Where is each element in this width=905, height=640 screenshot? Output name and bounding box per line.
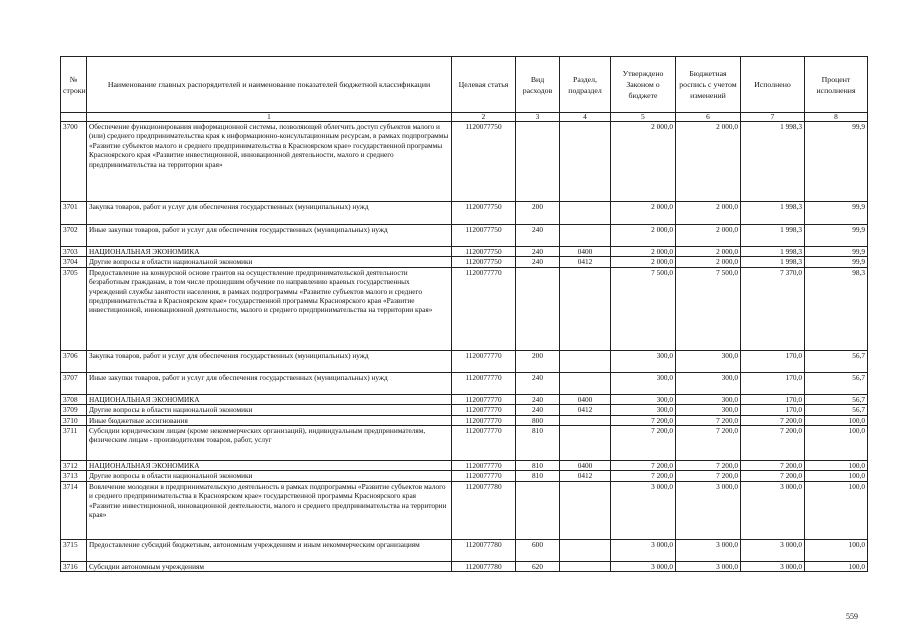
row-name: Иные закупки товаров, работ и услуг для обеспечения государственных (муниципальных) нужд: [87, 372, 452, 394]
approved-amount: 2 000,0: [611, 257, 676, 267]
target-article: 1120077770: [452, 471, 516, 481]
budget-schedule-amount: 2 000,0: [676, 122, 741, 202]
table-row: [61, 539, 868, 561]
table-row: [61, 202, 868, 225]
column-number: 6: [676, 113, 741, 122]
target-article: 1120077780: [452, 481, 516, 539]
row-name: Субсидии юридическим лицам (кроме некоммерческих организаций), индивидуальным предпринимателям, физическим лицам - производителям товаров, работ, услуг: [87, 426, 452, 461]
expense-type: 200: [516, 202, 560, 225]
row-name: НАЦИОНАЛЬНАЯ ЭКОНОМИКА: [87, 394, 452, 404]
executed-amount: 170,0: [741, 405, 805, 415]
executed-amount: 170,0: [741, 372, 805, 394]
column-number: 1: [87, 113, 452, 122]
row-name: Другие вопросы в области национальной экономики: [87, 257, 452, 267]
row-name: НАЦИОНАЛЬНАЯ ЭКОНОМИКА: [87, 461, 452, 471]
row-number: 3706: [61, 350, 87, 372]
row-number: 3711: [61, 426, 87, 461]
target-article: 1120077750: [452, 202, 516, 225]
executed-amount: 7 200,0: [741, 461, 805, 471]
target-article: 1120077750: [452, 225, 516, 247]
executed-amount: 3 000,0: [741, 561, 805, 571]
header-cell: Процент исполнения: [805, 57, 868, 113]
row-name: Иные закупки товаров, работ и услуг для обеспечения государственных (муниципальных) нужд: [87, 225, 452, 247]
row-name: Вовлечение молодежи в предпринимательскую деятельность в рамках подпрограммы «Развитие субъектов малого и среднего предпринимательства в Красноярском крае» государственной программы Красноярского края «Развитие инвестиционной, инновационной деятельности, малого и среднего предпринимательства на территории края»: [87, 481, 452, 539]
table-row: [61, 257, 868, 267]
section-subsection: [560, 539, 611, 561]
row-name: Предоставление субсидий бюджетным, автономным учреждениям и иным некоммерческим организациям: [87, 539, 452, 561]
budget-schedule-amount: 7 200,0: [676, 471, 741, 481]
row-name: Другие вопросы в области национальной экономики: [87, 405, 452, 415]
row-number: 3709: [61, 405, 87, 415]
expense-type: 240: [516, 257, 560, 267]
approved-amount: 3 000,0: [611, 539, 676, 561]
approved-amount: 3 000,0: [611, 481, 676, 539]
budget-schedule-amount: 3 000,0: [676, 539, 741, 561]
approved-amount: 2 000,0: [611, 247, 676, 257]
executed-amount: 7 200,0: [741, 471, 805, 481]
section-subsection: [560, 561, 611, 571]
row-number: 3701: [61, 202, 87, 225]
expense-type: [516, 122, 560, 202]
table-row: [61, 426, 868, 461]
row-name: Субсидии автономным учреждениям: [87, 561, 452, 571]
target-article: 1120077750: [452, 257, 516, 267]
section-subsection: 0400: [560, 394, 611, 404]
executed-amount: 1 998,3: [741, 247, 805, 257]
approved-amount: 7 500,0: [611, 267, 676, 350]
target-article: 1120077770: [452, 426, 516, 461]
table-row: [61, 350, 868, 372]
header-cell: Исполнено: [741, 57, 805, 113]
execution-percent: 99,9: [805, 257, 868, 267]
budget-schedule-amount: 2 000,0: [676, 202, 741, 225]
section-subsection: 0400: [560, 461, 611, 471]
expense-type: 800: [516, 415, 560, 425]
approved-amount: 2 000,0: [611, 202, 676, 225]
table-row: [61, 481, 868, 539]
section-subsection: [560, 122, 611, 202]
expense-type: 240: [516, 405, 560, 415]
executed-amount: 1 998,3: [741, 225, 805, 247]
section-subsection: 0412: [560, 471, 611, 481]
approved-amount: 2 000,0: [611, 122, 676, 202]
section-subsection: 0412: [560, 257, 611, 267]
row-number: 3714: [61, 481, 87, 539]
budget-schedule-amount: 2 000,0: [676, 257, 741, 267]
table-row: [61, 415, 868, 425]
expense-type: 810: [516, 426, 560, 461]
execution-percent: 100,0: [805, 471, 868, 481]
row-name: Обеспечение функционирования информационной системы, позволяющей облегчить доступ субъектов малого и (или) среднего предпринимательства края к информационно-консультационным ресурсам, в рамках подпрограммы «Развитие субъектов малого и среднего предпринимательства в Красноярском крае» государственной программы Красноярского края «Развитие инвестиционной, инновационной деятельности, малого и среднего предпринимательства на территории края»: [87, 122, 452, 202]
execution-percent: 100,0: [805, 481, 868, 539]
table-body: [61, 122, 868, 572]
row-number: 3702: [61, 225, 87, 247]
header-cell: Бюджетная роспись с учетом изменений: [676, 57, 741, 113]
approved-amount: 7 200,0: [611, 415, 676, 425]
budget-schedule-amount: 2 000,0: [676, 225, 741, 247]
target-article: 1120077780: [452, 539, 516, 561]
page-number: 559: [846, 612, 858, 621]
row-number: 3703: [61, 247, 87, 257]
column-number-row: [61, 113, 868, 122]
table-row: [61, 247, 868, 257]
execution-percent: 100,0: [805, 415, 868, 425]
table-row: [61, 267, 868, 350]
column-number: 3: [516, 113, 560, 122]
table-row: [61, 372, 868, 394]
column-number: 7: [741, 113, 805, 122]
row-number: 3708: [61, 394, 87, 404]
executed-amount: 3 000,0: [741, 539, 805, 561]
column-number: [61, 113, 87, 122]
executed-amount: 1 998,3: [741, 257, 805, 267]
executed-amount: 7 370,0: [741, 267, 805, 350]
row-number: 3707: [61, 372, 87, 394]
budget-schedule-amount: 7 200,0: [676, 415, 741, 425]
approved-amount: 2 000,0: [611, 225, 676, 247]
budget-schedule-amount: 3 000,0: [676, 481, 741, 539]
executed-amount: 1 998,3: [741, 202, 805, 225]
approved-amount: 300,0: [611, 394, 676, 404]
budget-schedule-amount: 300,0: [676, 394, 741, 404]
executed-amount: 1 998,3: [741, 122, 805, 202]
budget-schedule-amount: 300,0: [676, 372, 741, 394]
target-article: 1120077770: [452, 267, 516, 350]
expense-type: 810: [516, 471, 560, 481]
section-subsection: [560, 481, 611, 539]
row-name: НАЦИОНАЛЬНАЯ ЭКОНОМИКА: [87, 247, 452, 257]
execution-percent: 100,0: [805, 461, 868, 471]
budget-schedule-amount: 7 500,0: [676, 267, 741, 350]
expense-type: 240: [516, 225, 560, 247]
expense-type: [516, 267, 560, 350]
row-number: 3715: [61, 539, 87, 561]
header-cell: Наименование главных распорядителей и наименование показателей бюджетной классификации: [87, 57, 452, 113]
approved-amount: 300,0: [611, 372, 676, 394]
row-number: 3713: [61, 471, 87, 481]
approved-amount: 3 000,0: [611, 561, 676, 571]
row-number: 3712: [61, 461, 87, 471]
section-subsection: 0412: [560, 405, 611, 415]
approved-amount: 7 200,0: [611, 461, 676, 471]
execution-percent: 98,3: [805, 267, 868, 350]
expense-type: [516, 481, 560, 539]
column-number: 8: [805, 113, 868, 122]
approved-amount: 300,0: [611, 405, 676, 415]
execution-percent: 56,7: [805, 394, 868, 404]
approved-amount: 7 200,0: [611, 426, 676, 461]
target-article: 1120077780: [452, 561, 516, 571]
section-subsection: [560, 372, 611, 394]
budget-execution-table: [60, 56, 868, 572]
header-cell: № строки: [61, 57, 87, 113]
section-subsection: [560, 350, 611, 372]
target-article: 1120077770: [452, 405, 516, 415]
expense-type: 200: [516, 350, 560, 372]
section-subsection: [560, 225, 611, 247]
section-subsection: [560, 426, 611, 461]
expense-type: 600: [516, 539, 560, 561]
target-article: 1120077770: [452, 461, 516, 471]
row-name: Закупка товаров, работ и услуг для обеспечения государственных (муниципальных) нужд: [87, 350, 452, 372]
execution-percent: 99,9: [805, 247, 868, 257]
target-article: 1120077770: [452, 350, 516, 372]
execution-percent: 99,9: [805, 202, 868, 225]
table-row: [61, 122, 868, 202]
header-cell: Целевая статья: [452, 57, 516, 113]
section-subsection: 0400: [560, 247, 611, 257]
target-article: 1120077750: [452, 247, 516, 257]
header-cell: Утверждено Законом о бюджете: [611, 57, 676, 113]
expense-type: 240: [516, 372, 560, 394]
target-article: 1120077770: [452, 372, 516, 394]
row-number: 3705: [61, 267, 87, 350]
target-article: 1120077750: [452, 122, 516, 202]
section-subsection: [560, 202, 611, 225]
header-cell: Раздел, подраздел: [560, 57, 611, 113]
column-number: 5: [611, 113, 676, 122]
budget-schedule-amount: 3 000,0: [676, 561, 741, 571]
budget-schedule-amount: 300,0: [676, 350, 741, 372]
section-subsection: [560, 415, 611, 425]
target-article: 1120077770: [452, 415, 516, 425]
row-number: 3704: [61, 257, 87, 267]
execution-percent: 100,0: [805, 539, 868, 561]
target-article: 1120077770: [452, 394, 516, 404]
expense-type: 240: [516, 247, 560, 257]
execution-percent: 100,0: [805, 426, 868, 461]
row-name: Предоставление на конкурсной основе грантов на осуществление предпринимательской деятельности безработным гражданам, в том числе прошедшим обучение по направлению краевых государственных учреждений службы занятости населения, в рамках подпрограммы «Развитие субъектов малого и среднего предпринимательства в Красноярском крае» государственной программы Красноярского края «Развитие инвестиционной, инновационной деятельности, малого и среднего предпринимательства на территории края»: [87, 267, 452, 350]
row-name: Другие вопросы в области национальной экономики: [87, 471, 452, 481]
executed-amount: 7 200,0: [741, 415, 805, 425]
header-row: [61, 57, 868, 113]
execution-percent: 99,9: [805, 122, 868, 202]
table-row: [61, 394, 868, 404]
executed-amount: 3 000,0: [741, 481, 805, 539]
approved-amount: 7 200,0: [611, 471, 676, 481]
budget-schedule-amount: 2 000,0: [676, 247, 741, 257]
section-subsection: [560, 267, 611, 350]
executed-amount: 170,0: [741, 394, 805, 404]
execution-percent: 56,7: [805, 372, 868, 394]
budget-schedule-amount: 300,0: [676, 405, 741, 415]
table-row: [61, 561, 868, 571]
execution-percent: 99,9: [805, 225, 868, 247]
row-name: Закупка товаров, работ и услуг для обеспечения государственных (муниципальных) нужд: [87, 202, 452, 225]
executed-amount: 170,0: [741, 350, 805, 372]
expense-type: 240: [516, 394, 560, 404]
table-row: [61, 461, 868, 471]
execution-percent: 56,7: [805, 405, 868, 415]
execution-percent: 100,0: [805, 561, 868, 571]
header-cell: Вид расходов: [516, 57, 560, 113]
row-number: 3710: [61, 415, 87, 425]
column-number: 2: [452, 113, 516, 122]
expense-type: 810: [516, 461, 560, 471]
column-number: 4: [560, 113, 611, 122]
execution-percent: 56,7: [805, 350, 868, 372]
budget-schedule-amount: 7 200,0: [676, 461, 741, 471]
table-row: [61, 225, 868, 247]
expense-type: 620: [516, 561, 560, 571]
approved-amount: 300,0: [611, 350, 676, 372]
row-number: 3700: [61, 122, 87, 202]
table-row: [61, 471, 868, 481]
row-name: Иные бюджетные ассигнования: [87, 415, 452, 425]
row-number: 3716: [61, 561, 87, 571]
budget-schedule-amount: 7 200,0: [676, 426, 741, 461]
table-row: [61, 405, 868, 415]
executed-amount: 7 200,0: [741, 426, 805, 461]
